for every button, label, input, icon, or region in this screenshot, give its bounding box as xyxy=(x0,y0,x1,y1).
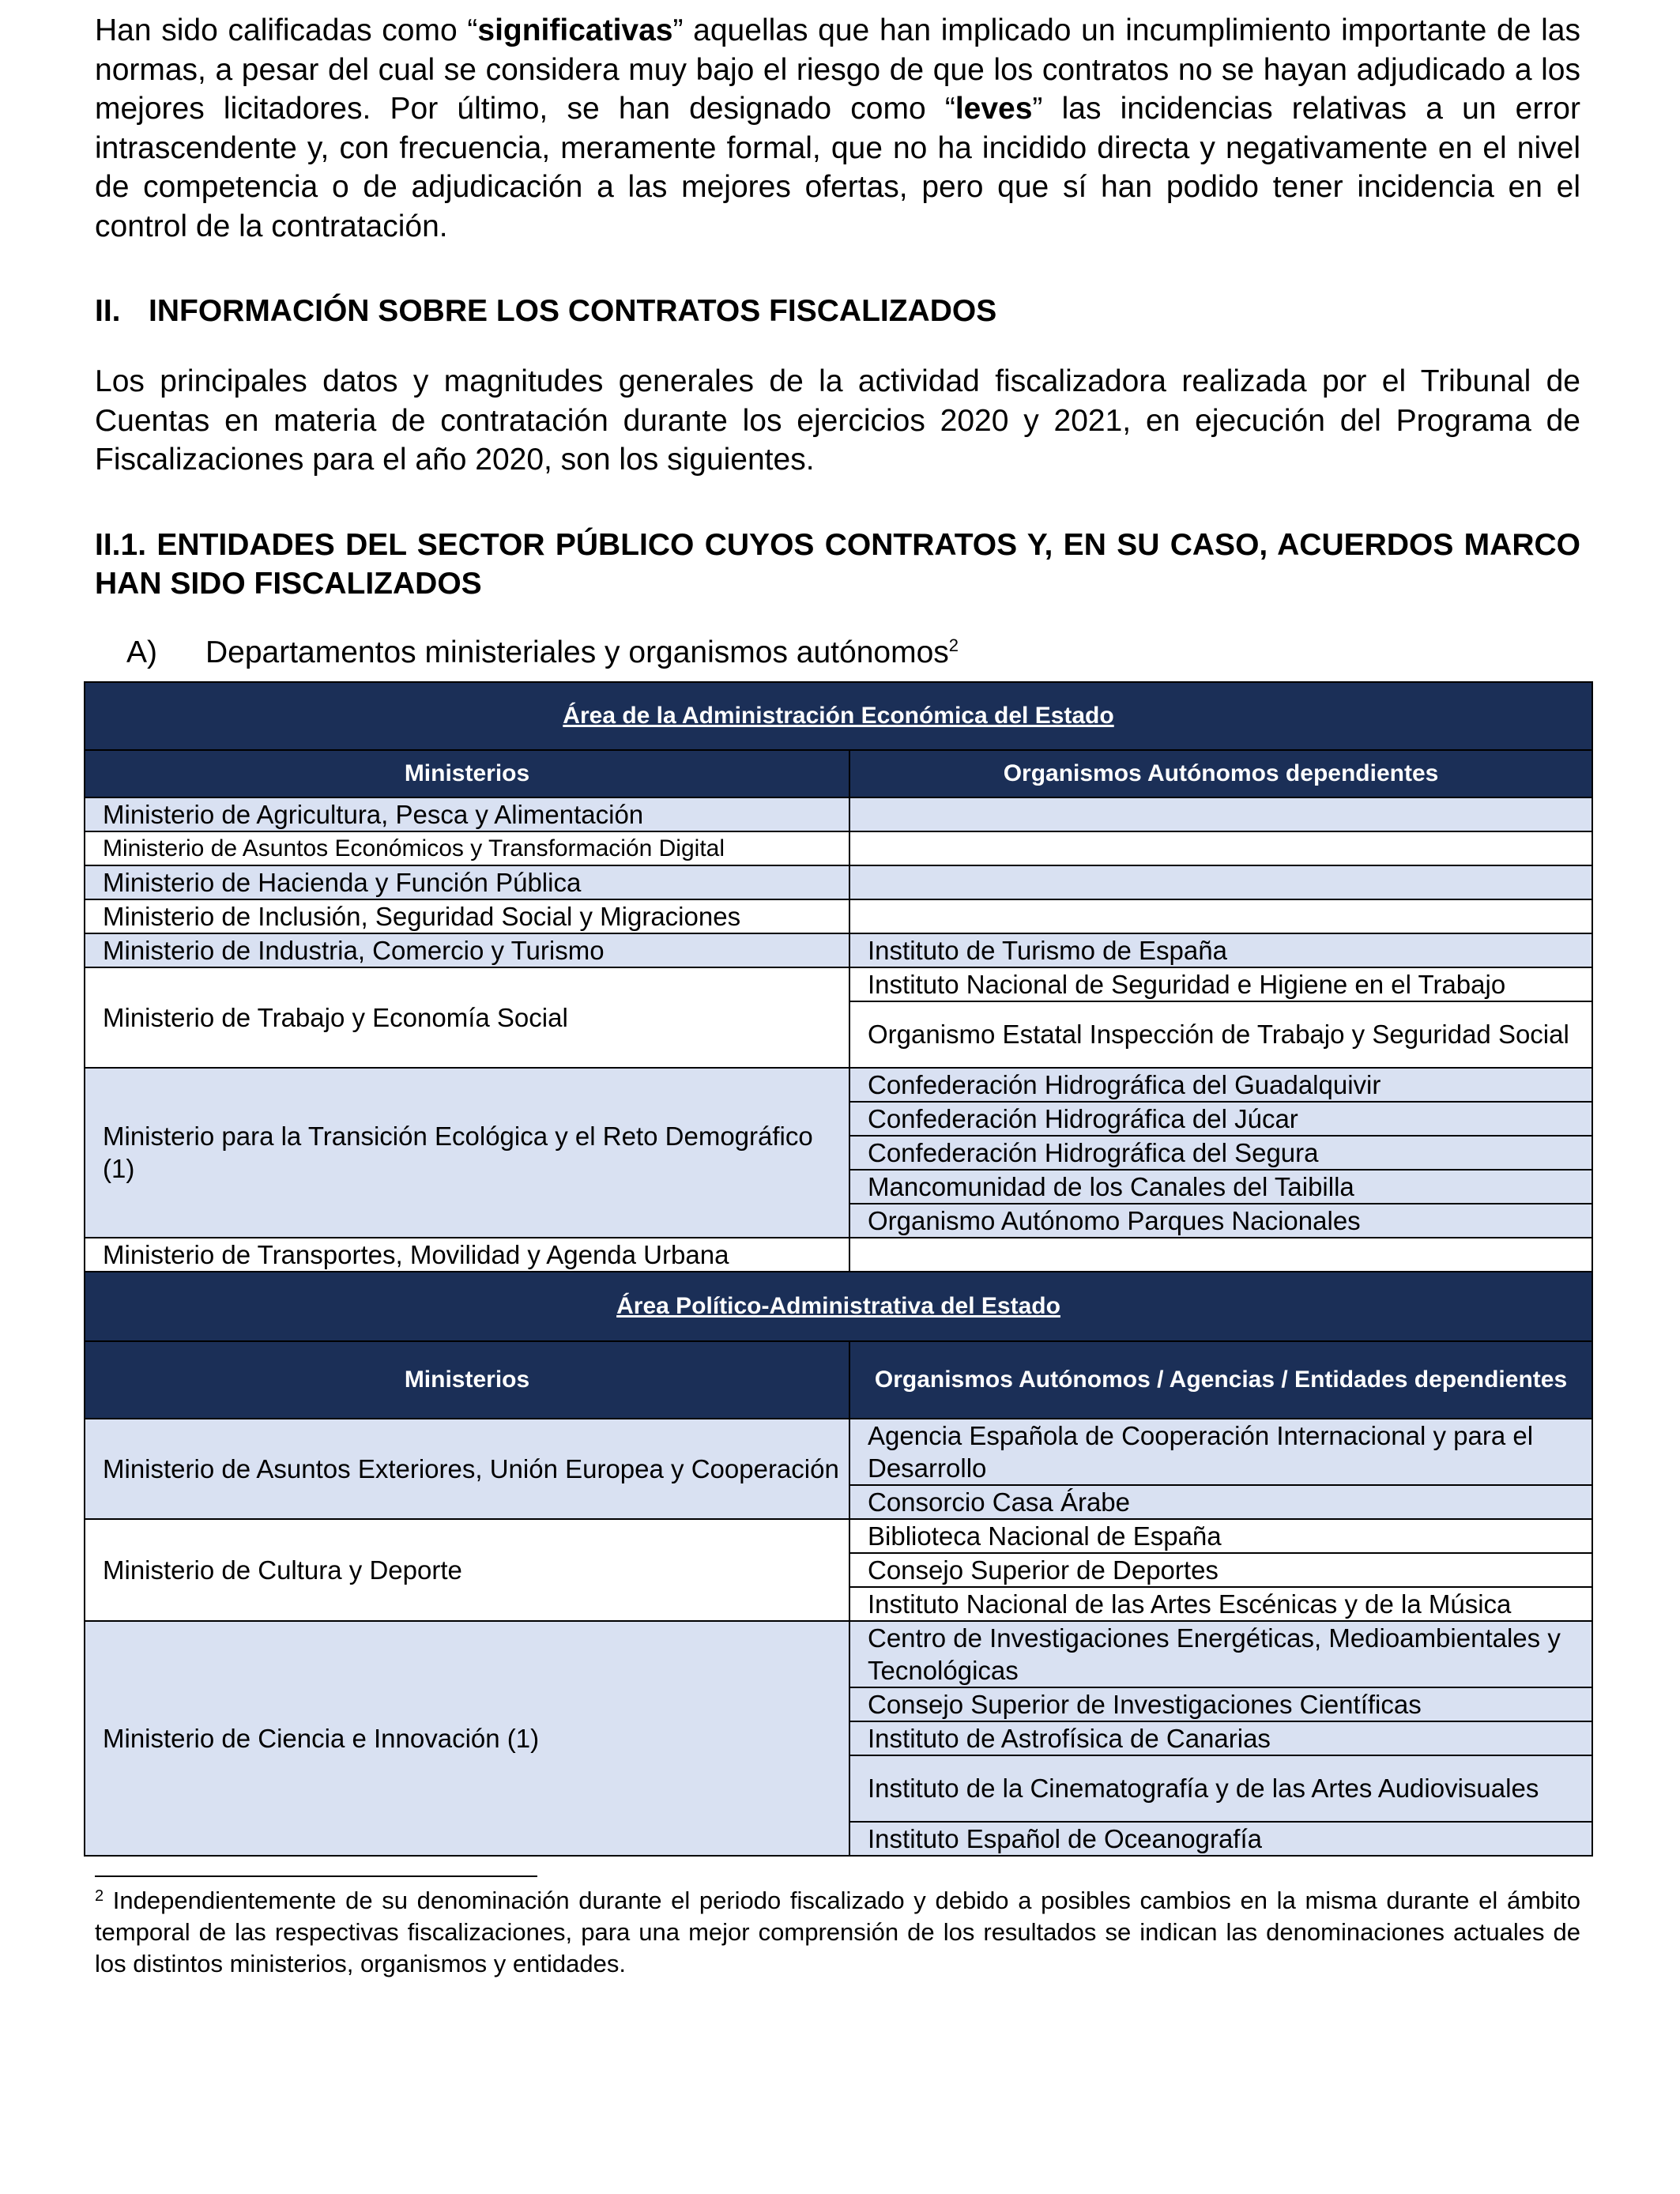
organism-cell: Confederación Hidrográfica del Júcar xyxy=(849,1102,1592,1136)
organism-cell xyxy=(849,797,1592,831)
column-header: Ministerios xyxy=(85,1341,849,1419)
ministry-cell: Ministerio para la Transición Ecológica y el Reto Demográfico (1) xyxy=(85,1068,849,1238)
organism-cell: Consorcio Casa Árabe xyxy=(849,1485,1592,1519)
ministry-cell: Ministerio de Industria, Comercio y Turismo xyxy=(85,933,849,967)
ministry-cell: Ministerio de Transportes, Movilidad y Agenda Urbana xyxy=(85,1238,849,1272)
ministry-cell: Ministerio de Cultura y Deporte xyxy=(85,1519,849,1621)
organism-cell: Biblioteca Nacional de España xyxy=(849,1519,1592,1553)
section-heading: II. INFORMACIÓN SOBRE LOS CONTRATOS FISCALIZADOS xyxy=(95,294,997,328)
organism-cell xyxy=(849,831,1592,865)
ministry-cell: Ministerio de Asuntos Exteriores, Unión Europea y Cooperación xyxy=(85,1419,849,1519)
column-header: Organismos Autónomos dependientes xyxy=(849,750,1592,797)
footnote: $^2$ Independientemente de su denominación durante el periodo fiscalizado y debido a posibles cambios en la misma durante el ámbito temporal de las respectivas fiscalizaciones, para una mejor comprensión de los resultados se indican las denominaciones actuales de los distintos ministerios, organismos y entidades. xyxy=(95,1886,1580,1977)
area-header: Área Político-Administrativa del Estado xyxy=(85,1272,1592,1341)
organism-cell: Instituto de Astrofísica de Canarias xyxy=(849,1721,1592,1755)
entities-table xyxy=(84,681,1593,1857)
organism-cell: Confederación Hidrográfica del Segura xyxy=(849,1136,1592,1170)
section-paragraph: Los principales datos y magnitudes generales de la actividad fiscalizadora realizada por el Tribunal de Cuentas en materia de contratación durante los ejercicios 2020 y 2021, en ejecución del Programa de Fiscalizaciones para el año 2020, son los siguientes. xyxy=(95,364,1580,477)
bold-term: leves xyxy=(955,92,1033,126)
organism-cell xyxy=(849,865,1592,899)
ministry-cell: Ministerio de Hacienda y Función Pública xyxy=(85,865,849,899)
organism-cell xyxy=(849,1238,1592,1272)
intro-paragraph: Han sido calificadas como “significativas” aquellas que han implicado un incumplimiento importante de las normas, a pesar del cual se considera muy bajo el riesgo de que los contratos no se hayan adjudicado a los mejores licitadores. Por último, se han designado como “leves” las incidencias relativas a un error intrascendente y, con frecuencia, meramente formal, que no ha incidido directa y negativamente en el nivel de competencia o de adjudicación a las mejores ofertas, pero que sí han podido tener incidencia en el control de la contratación. xyxy=(95,13,1580,243)
subsection-heading: II.1. ENTIDADES DEL SECTOR PÚBLICO CUYOS CONTRATOS Y, EN SU CASO, ACUERDOS MARCO HAN SIDO FISCALIZADOS xyxy=(95,527,1580,601)
organism-cell: Centro de Investigaciones Energéticas, Medioambientales y Tecnológicas xyxy=(849,1621,1592,1687)
footnote-ref[interactable]: 2 xyxy=(948,635,959,655)
organism-cell: Organismo Autónomo Parques Nacionales xyxy=(849,1204,1592,1238)
organism-cell: Confederación Hidrográfica del Guadalquivir xyxy=(849,1068,1592,1102)
bold-term: significativas xyxy=(477,13,673,47)
ministry-cell: Ministerio de Trabajo y Economía Social xyxy=(85,967,849,1068)
organism-cell: Mancomunidad de los Canales del Taibilla xyxy=(849,1170,1592,1204)
footnote-separator xyxy=(95,1875,537,1877)
organism-cell: Organismo Estatal Inspección de Trabajo y Seguridad Social xyxy=(849,1001,1592,1068)
ministry-cell: Ministerio de Inclusión, Seguridad Social y Migraciones xyxy=(85,899,849,933)
organism-cell: Instituto de la Cinematografía y de las Artes Audiovisuales xyxy=(849,1755,1592,1822)
organism-cell: Consejo Superior de Investigaciones Científicas xyxy=(849,1687,1592,1721)
ministry-cell: Ministerio de Asuntos Económicos y Transformación Digital xyxy=(85,831,849,865)
ministry-cell: Ministerio de Ciencia e Innovación (1) xyxy=(85,1621,849,1856)
subsection-label: A) Departamentos ministeriales y organismos autónomos$^2$ xyxy=(126,635,959,669)
organism-cell: Instituto de Turismo de España xyxy=(849,933,1592,967)
footnote-number: 2 xyxy=(95,1887,104,1905)
column-header: Ministerios xyxy=(85,750,849,797)
organism-cell: Instituto Nacional de Seguridad e Higiene en el Trabajo xyxy=(849,967,1592,1001)
organism-cell: Instituto Español de Oceanografía xyxy=(849,1822,1592,1856)
organism-cell: Instituto Nacional de las Artes Escénicas y de la Música xyxy=(849,1587,1592,1621)
document-page xyxy=(95,11,1580,1980)
organism-cell xyxy=(849,899,1592,933)
area-header: Área de la Administración Económica del Estado xyxy=(85,682,1592,750)
organism-cell: Agencia Española de Cooperación Internacional y para el Desarrollo xyxy=(849,1419,1592,1485)
column-header: Organismos Autónomos / Agencias / Entidades dependientes xyxy=(849,1341,1592,1419)
organism-cell: Consejo Superior de Deportes xyxy=(849,1553,1592,1587)
ministry-cell: Ministerio de Agricultura, Pesca y Alimentación xyxy=(85,797,849,831)
